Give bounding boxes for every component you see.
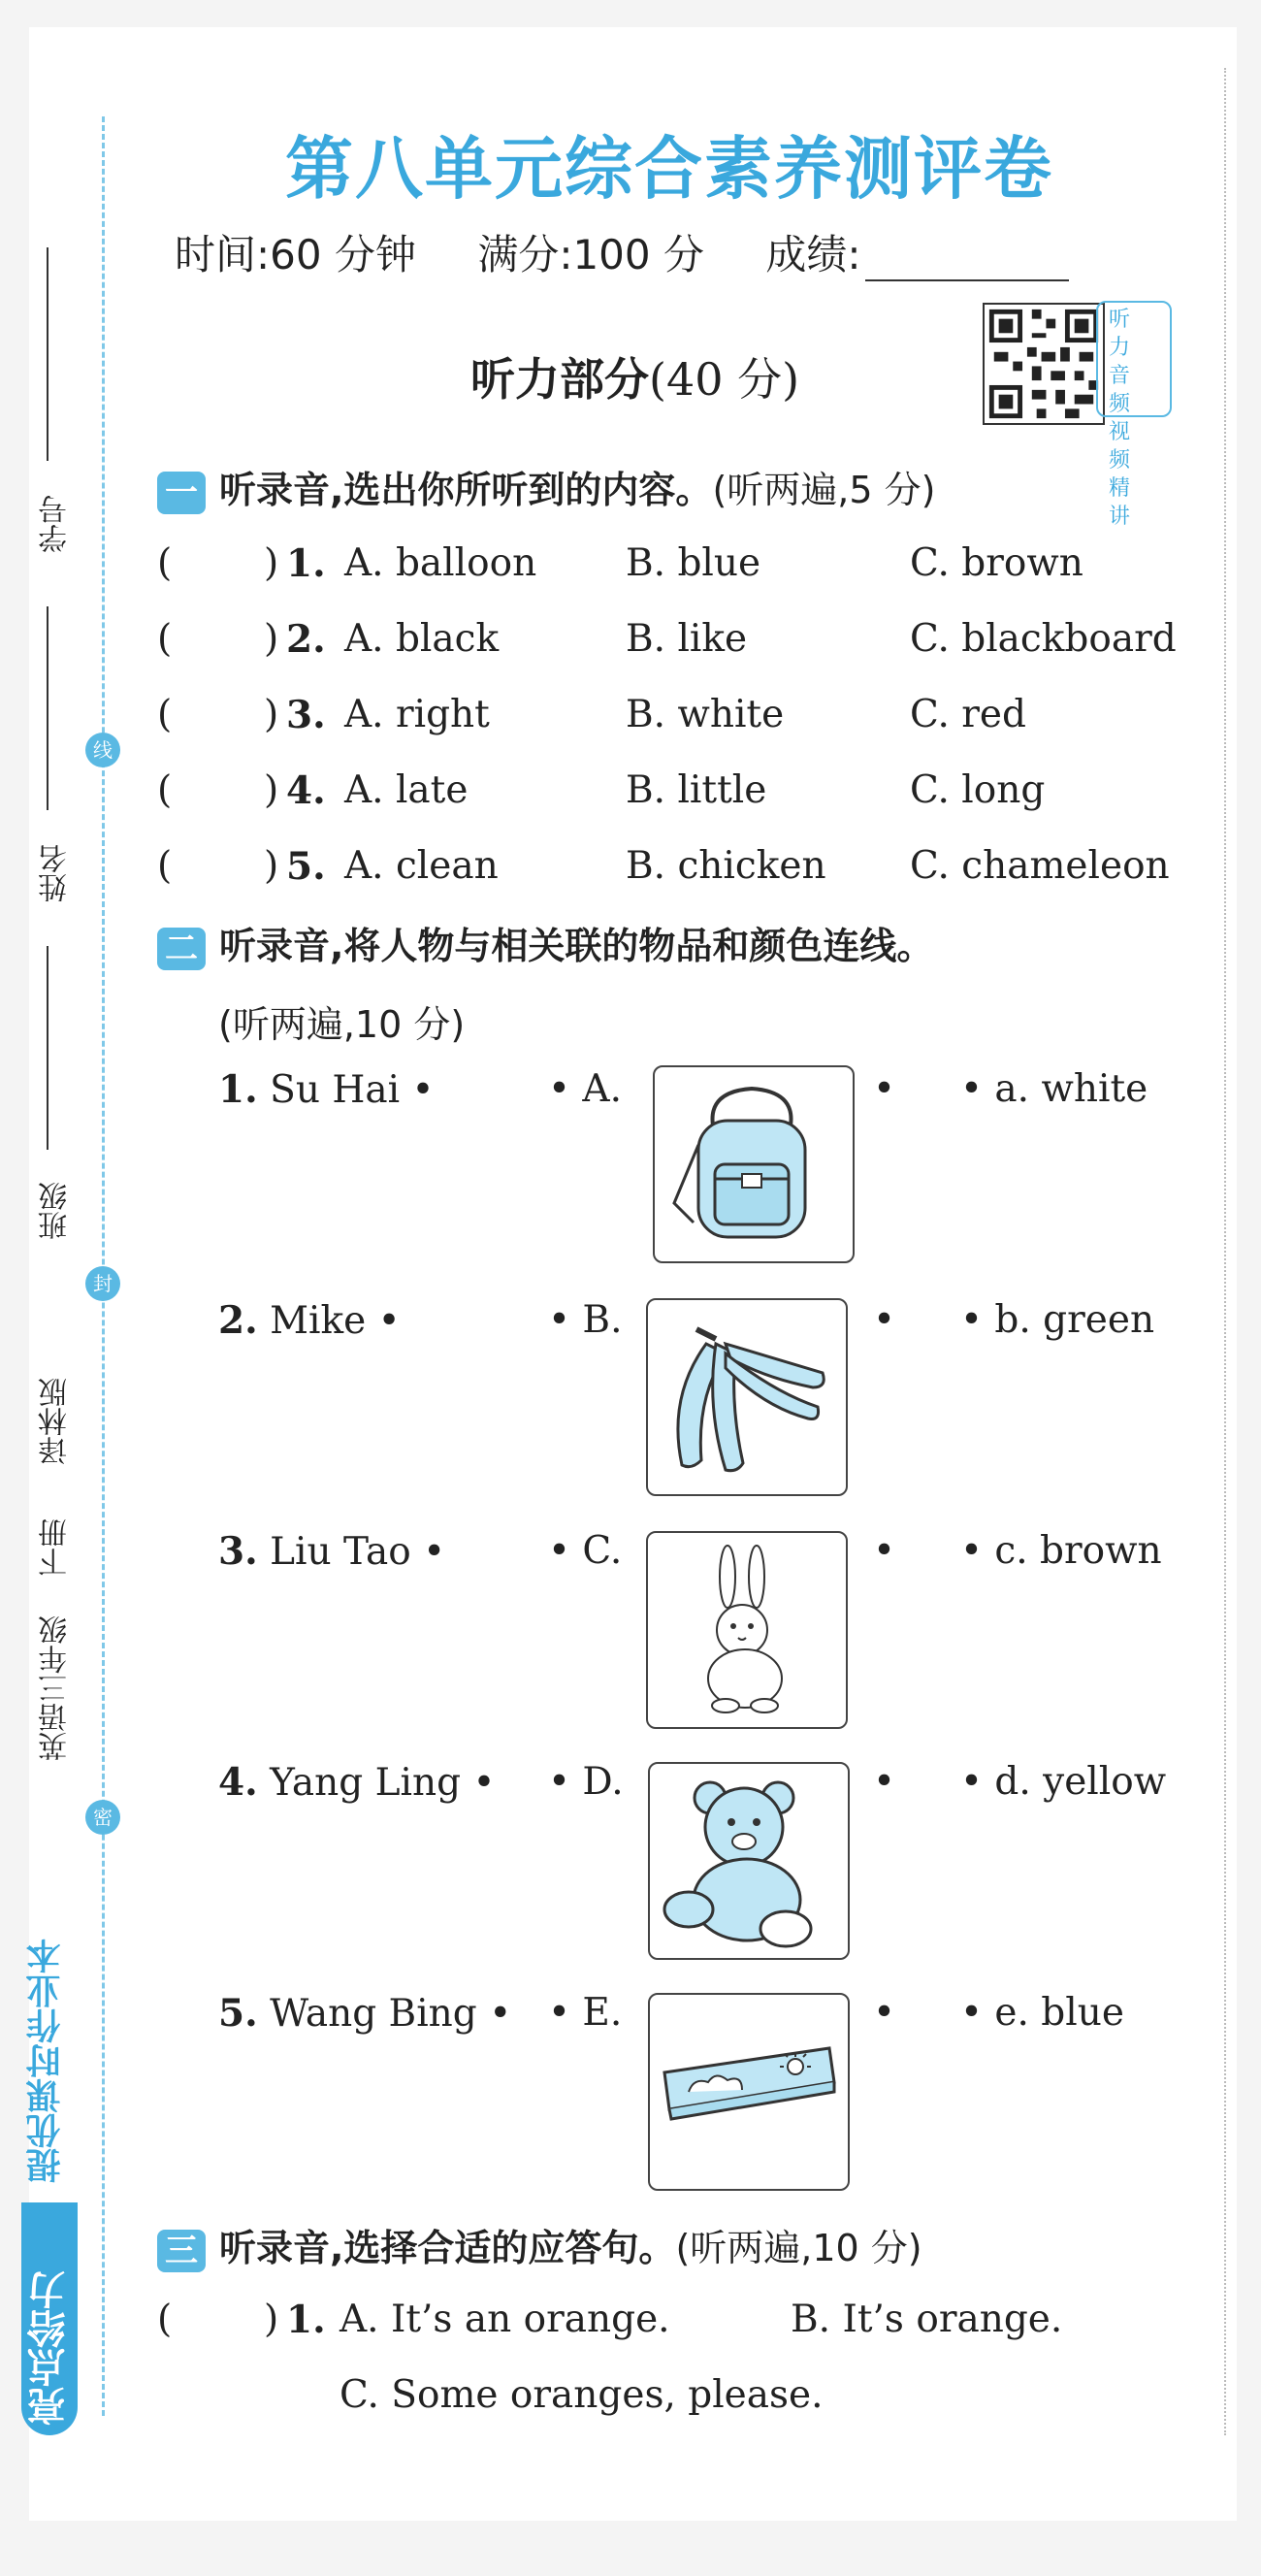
answer-paren-open[interactable]: ( (157, 541, 173, 585)
match-dot[interactable]: • (548, 1298, 571, 1342)
option-a: A. balloon (344, 541, 537, 585)
option-a: A. right (344, 693, 490, 736)
match-dot[interactable]: • (548, 1529, 571, 1573)
color-option: d. yellow (994, 1760, 1167, 1804)
mi-marker: 密 (85, 1800, 120, 1835)
answer-paren-open[interactable]: ( (157, 617, 173, 661)
part3-item-1-option-c: C. Some oranges, please. (340, 2373, 824, 2417)
match-dot[interactable]: • (489, 1992, 512, 2036)
part3-heading (157, 2218, 922, 2272)
option-b: B. like (626, 617, 748, 661)
tag-char: 视 (1108, 420, 1130, 444)
item-letter: C. (582, 1529, 623, 1573)
part2-item-4 (0, 1760, 1261, 1964)
answer-paren-close: ) (264, 2298, 279, 2341)
item-number: 5. (286, 844, 326, 889)
match-dot[interactable]: • (960, 1067, 984, 1111)
person-name: Wang Bing (270, 1992, 477, 2036)
option-c: C. chameleon (910, 844, 1170, 888)
part1-item-1 (0, 541, 1261, 590)
part1-item-2 (0, 617, 1261, 666)
page-title: 第八单元综合素养测评卷 (285, 129, 1053, 209)
answer-paren-close: ) (264, 844, 279, 888)
edition-label: 译林版 (39, 1378, 73, 1465)
person-name: Su Hai (270, 1068, 401, 1112)
part2-note: (听两遍,10 分) (218, 1003, 466, 1046)
match-dot[interactable]: • (960, 1991, 984, 2035)
item-letter: D. (582, 1760, 624, 1804)
answer-paren-open[interactable]: ( (157, 844, 173, 888)
bananas-icon (648, 1300, 842, 1490)
match-dot[interactable]: • (548, 1760, 571, 1804)
option-a: A. black (344, 617, 500, 661)
grade-label: 英语三年级 (39, 1615, 73, 1761)
item-letter: B. (582, 1298, 623, 1342)
option-b: B. white (626, 693, 785, 736)
option-c: C. long (910, 768, 1046, 812)
part1-item-4 (0, 768, 1261, 817)
backpack-picture (653, 1065, 855, 1263)
tag-char: 力 (1108, 336, 1130, 360)
option-c: C. blackboard (910, 617, 1177, 661)
part3-instruction: 听录音,选择合适的应答句。 (219, 2227, 676, 2269)
video-tag (1096, 301, 1172, 529)
match-dot[interactable]: • (873, 1067, 896, 1111)
item-number: 3. (286, 693, 326, 737)
brand-logo-text: 亮点给力 (27, 2270, 72, 2426)
color-option: a. white (994, 1067, 1148, 1111)
tag-char: 讲 (1108, 505, 1130, 529)
item-letter: A. (582, 1067, 622, 1111)
section-points: (40 分) (649, 353, 800, 406)
item-number: 1. (218, 1067, 258, 1112)
part2-badge: 二 (157, 928, 206, 970)
answer-paren-close: ) (264, 617, 279, 661)
score-blank[interactable] (865, 243, 1069, 281)
answer-paren-close: ) (264, 693, 279, 736)
option-a: A. It’s an orange. (340, 2298, 670, 2341)
match-dot[interactable]: • (423, 1530, 446, 1574)
match-dot[interactable]: • (548, 1067, 571, 1111)
match-dot[interactable]: • (873, 1298, 896, 1342)
score-label: 成绩: (765, 231, 861, 278)
part1-item-3 (0, 693, 1261, 741)
tag-char: 听 (1108, 308, 1130, 332)
answer-paren-open[interactable]: ( (157, 693, 173, 736)
person-name: Liu Tao (270, 1530, 411, 1574)
part1-note: (听两遍,5 分) (712, 469, 936, 511)
color-option: c. brown (994, 1529, 1162, 1573)
xuehao-label: 学号 (39, 495, 73, 553)
section-title (470, 344, 799, 408)
item-number: 3. (218, 1529, 258, 1574)
option-b: B. chicken (626, 844, 826, 888)
xingming-label: 姓名 (39, 844, 73, 902)
pencil-box-picture (648, 1993, 850, 2191)
match-dot[interactable]: • (548, 1991, 571, 2035)
part2-heading (157, 916, 933, 970)
teddy-bear-icon (650, 1764, 844, 1954)
pencil-box-icon (650, 1995, 844, 2185)
option-c: C. brown (910, 541, 1083, 585)
option-c: C. red (910, 693, 1026, 736)
teddy-bear-picture (648, 1762, 850, 1960)
item-number: 1. (286, 2298, 326, 2342)
part3-badge: 三 (157, 2230, 206, 2272)
answer-paren-close: ) (264, 768, 279, 812)
tag-char: 频 (1108, 392, 1130, 416)
color-option: e. blue (994, 1991, 1124, 2035)
brand-text: 提优课时作业本 (26, 1939, 66, 2183)
qr-code-icon[interactable] (983, 303, 1105, 425)
person-name: Yang Ling (270, 1761, 462, 1805)
item-number: 5. (218, 1991, 258, 2036)
feng-marker: 封 (85, 1266, 120, 1301)
match-dot[interactable]: • (472, 1761, 496, 1805)
match-dot[interactable]: • (960, 1760, 984, 1804)
item-number: 4. (218, 1760, 258, 1805)
match-dot[interactable]: • (873, 1991, 896, 2035)
match-dot[interactable]: • (411, 1068, 435, 1112)
section-name: 听力部分 (470, 353, 649, 406)
part1-heading (157, 460, 935, 514)
answer-paren-open[interactable]: ( (157, 768, 173, 812)
rabbit-icon (648, 1533, 842, 1723)
match-dot[interactable]: • (873, 1760, 896, 1804)
xian-marker: 线 (85, 733, 120, 767)
item-letter: E. (582, 1991, 623, 2035)
tag-char: 精 (1108, 476, 1130, 501)
option-b: B. It’s orange. (791, 2298, 1063, 2341)
match-dot[interactable]: • (873, 1529, 896, 1573)
backpack-icon (655, 1067, 849, 1257)
rabbit-picture (646, 1531, 848, 1729)
color-option: b. green (994, 1298, 1155, 1342)
tag-char: 音 (1108, 364, 1130, 388)
part2-item-3 (0, 1529, 1261, 1733)
answer-paren-close: ) (264, 541, 279, 585)
xuehao-line (47, 247, 48, 461)
match-dot[interactable]: • (960, 1529, 984, 1573)
banji-label: 班级 (39, 1182, 73, 1240)
part2-item-2 (0, 1298, 1261, 1502)
part1-instruction: 听录音,选出你所听到的内容。 (219, 469, 713, 511)
exam-meta (175, 223, 1069, 281)
item-number: 2. (218, 1298, 258, 1343)
match-dot[interactable]: • (377, 1299, 401, 1343)
part3-item-1 (0, 2298, 1261, 2346)
item-number: 1. (286, 541, 326, 586)
answer-paren-open[interactable]: ( (157, 2298, 173, 2341)
bananas-picture (646, 1298, 848, 1496)
option-b: B. blue (626, 541, 761, 585)
full-score-info: 满分:100 分 (477, 231, 704, 278)
item-number: 4. (286, 768, 326, 813)
part1-item-5 (0, 844, 1261, 893)
tag-char: 频 (1108, 448, 1130, 473)
option-a: A. clean (344, 844, 499, 888)
match-dot[interactable]: • (960, 1298, 984, 1342)
option-b: B. little (626, 768, 767, 812)
option-a: A. late (344, 768, 469, 812)
item-number: 2. (286, 617, 326, 662)
part2-item-1 (0, 1067, 1261, 1271)
part2-instruction: 听录音,将人物与相关联的物品和颜色连线。 (219, 925, 934, 967)
part3-note: (听两遍,10 分) (675, 2227, 922, 2269)
volume-label: 下册 (39, 1518, 73, 1577)
part2-item-5 (0, 1991, 1261, 2195)
person-name: Mike (270, 1299, 367, 1343)
part1-badge: 一 (157, 472, 206, 514)
time-info: 时间:60 分钟 (175, 231, 416, 278)
